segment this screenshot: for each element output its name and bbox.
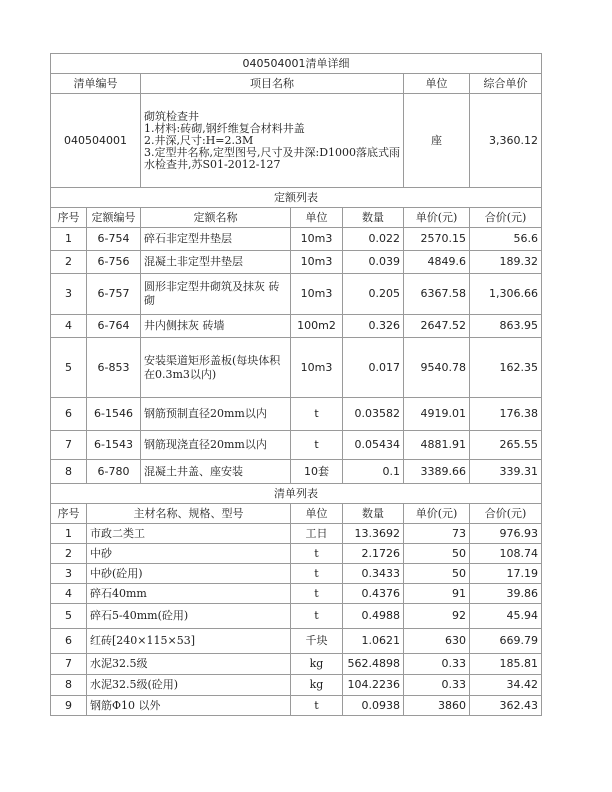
material-qty: 0.3433 — [343, 564, 404, 584]
quota-total: 265.55 — [470, 431, 542, 460]
material-qty: 2.1726 — [343, 544, 404, 564]
material-row — [51, 564, 542, 584]
material-unit: t — [291, 564, 343, 584]
material-unit: t — [291, 696, 343, 716]
material-qty: 0.4376 — [343, 584, 404, 604]
material-total: 669.79 — [470, 629, 542, 654]
material-name: 钢筋Φ10 以外 — [87, 696, 291, 716]
material-no: 5 — [51, 604, 87, 629]
item-unit: 座 — [404, 94, 470, 188]
material-unit: 工日 — [291, 524, 343, 544]
material-qty: 104.2236 — [343, 675, 404, 696]
quota-total: 863.95 — [470, 315, 542, 338]
material-unit: kg — [291, 675, 343, 696]
quota-no: 7 — [51, 431, 87, 460]
quota-no: 1 — [51, 228, 87, 251]
material-row — [51, 604, 542, 629]
material-name: 中砂(砼用) — [87, 564, 291, 584]
quota-no: 2 — [51, 251, 87, 274]
quota-total: 162.35 — [470, 338, 542, 398]
material-price: 50 — [404, 564, 470, 584]
material-price: 630 — [404, 629, 470, 654]
material-total: 362.43 — [470, 696, 542, 716]
bill-detail-table — [50, 53, 542, 716]
material-price: 3860 — [404, 696, 470, 716]
quota-total: 56.6 — [470, 228, 542, 251]
quota-unit: 10m3 — [291, 274, 343, 315]
material-total: 108.74 — [470, 544, 542, 564]
materials-header-total: 合价(元) — [470, 504, 542, 524]
quota-name: 碎石非定型井垫层 — [141, 228, 291, 251]
quota-header-qty: 数量 — [343, 208, 404, 228]
quota-total: 339.31 — [470, 460, 542, 484]
material-total: 976.93 — [470, 524, 542, 544]
material-name: 水泥32.5级 — [87, 654, 291, 675]
material-total: 17.19 — [470, 564, 542, 584]
quota-name: 圆形非定型井砌筑及抹灰 砖砌 — [141, 274, 291, 315]
quota-header-unit: 单位 — [291, 208, 343, 228]
quota-unit: 10m3 — [291, 338, 343, 398]
quota-qty: 0.03582 — [343, 398, 404, 431]
material-name: 红砖[240×115×53] — [87, 629, 291, 654]
material-price: 50 — [404, 544, 470, 564]
quota-code: 6-1543 — [87, 431, 141, 460]
material-price: 0.33 — [404, 675, 470, 696]
quota-header-code: 定额编号 — [87, 208, 141, 228]
material-qty: 13.3692 — [343, 524, 404, 544]
quota-row — [51, 251, 542, 274]
materials-header-unit: 单位 — [291, 504, 343, 524]
quota-no: 6 — [51, 398, 87, 431]
material-qty: 1.0621 — [343, 629, 404, 654]
material-name: 中砂 — [87, 544, 291, 564]
quota-total: 189.32 — [470, 251, 542, 274]
material-no: 2 — [51, 544, 87, 564]
material-total: 45.94 — [470, 604, 542, 629]
material-name: 碎石5-40mm(砼用) — [87, 604, 291, 629]
quota-name: 混凝土非定型井垫层 — [141, 251, 291, 274]
quota-code: 6-764 — [87, 315, 141, 338]
material-price: 0.33 — [404, 654, 470, 675]
quota-total: 176.38 — [470, 398, 542, 431]
quota-unit: 100m2 — [291, 315, 343, 338]
material-row — [51, 654, 542, 675]
material-no: 3 — [51, 564, 87, 584]
header-name: 项目名称 — [141, 74, 404, 94]
material-row — [51, 675, 542, 696]
quota-unit: t — [291, 398, 343, 431]
table-title: 040504001清单详细 — [51, 54, 542, 74]
materials-header-name: 主材名称、规格、型号 — [87, 504, 291, 524]
quota-row — [51, 228, 542, 251]
quota-row — [51, 398, 542, 431]
quota-name: 安装渠道矩形盖板(每块体积在0.3m3以内) — [141, 338, 291, 398]
quota-qty: 0.1 — [343, 460, 404, 484]
quota-qty: 0.039 — [343, 251, 404, 274]
quota-price: 6367.58 — [404, 274, 470, 315]
material-name: 水泥32.5级(砼用) — [87, 675, 291, 696]
material-row — [51, 584, 542, 604]
quota-row — [51, 460, 542, 484]
quota-qty: 0.017 — [343, 338, 404, 398]
material-total: 39.86 — [470, 584, 542, 604]
quota-name: 钢筋现浇直径20mm以内 — [141, 431, 291, 460]
material-no: 6 — [51, 629, 87, 654]
quota-row — [51, 431, 542, 460]
quota-header-total: 合价(元) — [470, 208, 542, 228]
quota-price: 4919.01 — [404, 398, 470, 431]
material-total: 185.81 — [470, 654, 542, 675]
header-unit: 单位 — [404, 74, 470, 94]
header-price: 综合单价 — [470, 74, 542, 94]
material-unit: 千块 — [291, 629, 343, 654]
item-description: 砌筑检查井 1.材料:砖砌,钢纤维复合材料井盖 2.井深,尺寸:H=2.3M 3.定型井名称,定型图号,尺寸及井深:D1000落底式雨水检查井,苏S01-2012-127 — [141, 94, 404, 188]
quota-unit: t — [291, 431, 343, 460]
quota-row — [51, 274, 542, 315]
quota-row — [51, 315, 542, 338]
quota-no: 5 — [51, 338, 87, 398]
quota-unit: 10套 — [291, 460, 343, 484]
quota-price: 9540.78 — [404, 338, 470, 398]
quota-code: 6-853 — [87, 338, 141, 398]
item-price: 3,360.12 — [470, 94, 542, 188]
quota-code: 6-756 — [87, 251, 141, 274]
quota-qty: 0.205 — [343, 274, 404, 315]
quota-price: 4881.91 — [404, 431, 470, 460]
material-qty: 562.4898 — [343, 654, 404, 675]
materials-header-qty: 数量 — [343, 504, 404, 524]
quota-qty: 0.022 — [343, 228, 404, 251]
quota-no: 8 — [51, 460, 87, 484]
materials-header-price: 单价(元) — [404, 504, 470, 524]
quota-code: 6-757 — [87, 274, 141, 315]
quota-qty: 0.326 — [343, 315, 404, 338]
quota-code: 6-780 — [87, 460, 141, 484]
material-unit: t — [291, 604, 343, 629]
quota-header-price: 单价(元) — [404, 208, 470, 228]
quota-row — [51, 338, 542, 398]
quota-code: 6-1546 — [87, 398, 141, 431]
material-qty: 0.0938 — [343, 696, 404, 716]
materials-section-title: 清单列表 — [51, 484, 542, 504]
material-row — [51, 544, 542, 564]
material-total: 34.42 — [470, 675, 542, 696]
quota-name: 钢筋预制直径20mm以内 — [141, 398, 291, 431]
quota-no: 3 — [51, 274, 87, 315]
quota-price: 2647.52 — [404, 315, 470, 338]
material-name: 市政二类工 — [87, 524, 291, 544]
material-row — [51, 629, 542, 654]
material-price: 73 — [404, 524, 470, 544]
quota-unit: 10m3 — [291, 228, 343, 251]
quota-price: 2570.15 — [404, 228, 470, 251]
material-no: 7 — [51, 654, 87, 675]
quota-qty: 0.05434 — [343, 431, 404, 460]
quota-unit: 10m3 — [291, 251, 343, 274]
material-row — [51, 524, 542, 544]
item-code: 040504001 — [51, 94, 141, 188]
quota-header-no: 序号 — [51, 208, 87, 228]
material-qty: 0.4988 — [343, 604, 404, 629]
quota-price: 3389.66 — [404, 460, 470, 484]
quota-header-name: 定额名称 — [141, 208, 291, 228]
material-no: 9 — [51, 696, 87, 716]
quota-no: 4 — [51, 315, 87, 338]
material-name: 碎石40mm — [87, 584, 291, 604]
quota-code: 6-754 — [87, 228, 141, 251]
quota-price: 4849.6 — [404, 251, 470, 274]
material-no: 8 — [51, 675, 87, 696]
material-unit: kg — [291, 654, 343, 675]
header-code: 清单编号 — [51, 74, 141, 94]
material-unit: t — [291, 584, 343, 604]
quota-total: 1,306.66 — [470, 274, 542, 315]
material-unit: t — [291, 544, 343, 564]
material-row — [51, 696, 542, 716]
material-no: 1 — [51, 524, 87, 544]
material-price: 92 — [404, 604, 470, 629]
quota-section-title: 定额列表 — [51, 188, 542, 208]
material-price: 91 — [404, 584, 470, 604]
material-no: 4 — [51, 584, 87, 604]
quota-name: 混凝土井盖、座安装 — [141, 460, 291, 484]
materials-header-no: 序号 — [51, 504, 87, 524]
quota-name: 井内侧抹灰 砖墙 — [141, 315, 291, 338]
